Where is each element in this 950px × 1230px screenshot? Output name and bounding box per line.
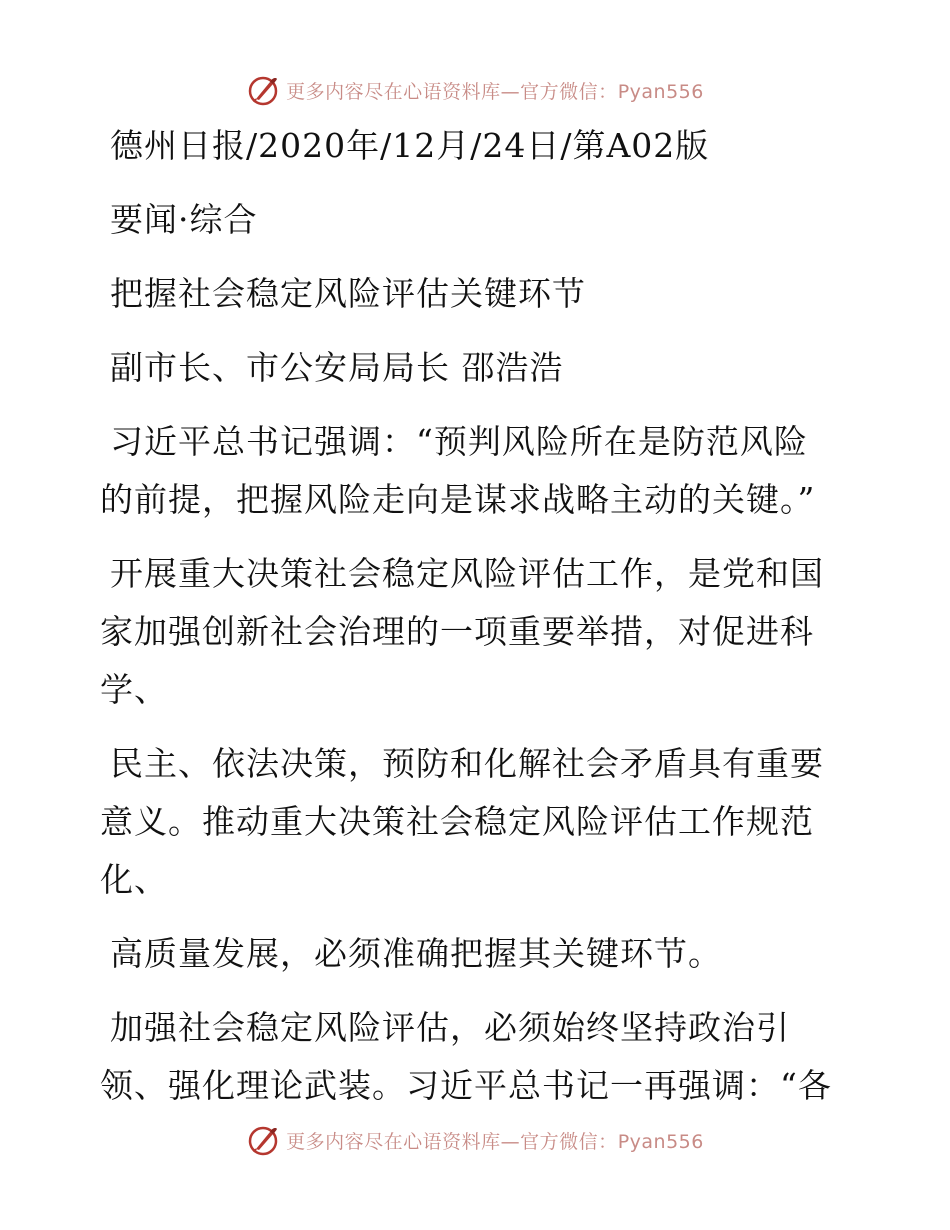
paragraph-line: 习近平总书记强调：“预判风险所在是防范风险 bbox=[110, 422, 808, 461]
article-title: 把握社会稳定风险评估关键环节 bbox=[110, 274, 586, 313]
quill-pen-icon bbox=[246, 73, 280, 107]
watermark-wechat-label: 官方微信： bbox=[520, 80, 618, 103]
watermark-wechat-id: Pyan556 bbox=[617, 80, 704, 103]
paragraph-line: 开展重大决策社会稳定风险评估工作，是党和国 bbox=[110, 554, 824, 593]
paragraph-line: 家加强创新社会治理的一项重要举措，对促进科 bbox=[100, 612, 814, 651]
section-label: 要闻·综合 bbox=[110, 200, 258, 239]
watermark-wechat-label: 官方微信： bbox=[520, 1130, 618, 1153]
watermark-separator: — bbox=[500, 1130, 521, 1153]
watermark-main-text: 更多内容尽在心语资料库 bbox=[286, 80, 501, 103]
paragraph-line: 民主、依法决策，预防和化解社会矛盾具有重要 bbox=[110, 744, 824, 783]
newspaper-dateline: 德州日报/2020年/12月/24日/第A02版 bbox=[110, 126, 710, 165]
paragraph-line: 化、 bbox=[100, 860, 168, 899]
quill-pen-icon bbox=[246, 1123, 280, 1157]
watermark-separator: — bbox=[500, 80, 521, 103]
paragraph-line: 学、 bbox=[100, 670, 168, 709]
paragraph-line: 高质量发展，必须准确把握其关键环节。 bbox=[110, 934, 722, 973]
watermark-banner-top bbox=[0, 70, 950, 110]
paragraph-line: 领、强化理论武装。习近平总书记一再强调：“各 bbox=[100, 1066, 832, 1105]
paragraph-line: 意义。推动重大决策社会稳定风险评估工作规范 bbox=[100, 802, 814, 841]
paragraph-line: 的前提，把握风险走向是谋求战略主动的关键。” bbox=[100, 480, 816, 519]
watermark-banner-bottom bbox=[0, 1120, 950, 1160]
watermark-main-text: 更多内容尽在心语资料库 bbox=[286, 1130, 501, 1153]
article-author: 副市长、市公安局局长 邵浩浩 bbox=[110, 348, 564, 387]
watermark-wechat-id: Pyan556 bbox=[617, 1130, 704, 1153]
paragraph-line: 加强社会稳定风险评估，必须始终坚持政治引 bbox=[110, 1008, 790, 1047]
